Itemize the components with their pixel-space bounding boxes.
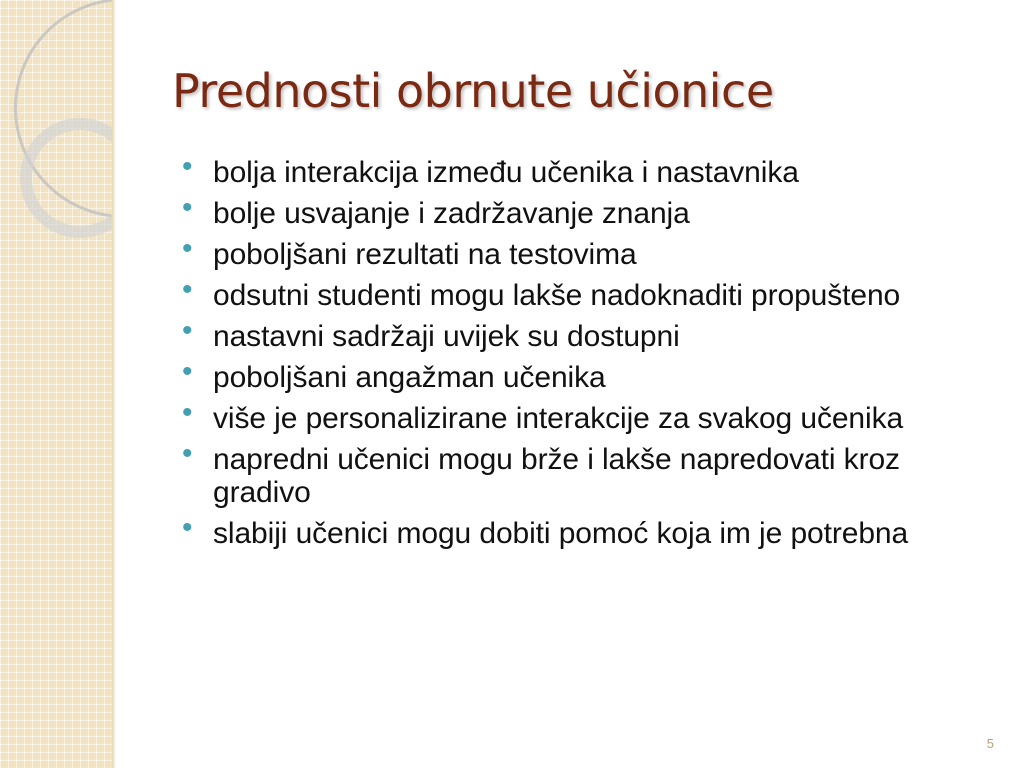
bullet-point-icon: • xyxy=(182,437,193,470)
bullet-point-icon: • xyxy=(182,396,193,429)
bullet-text: bolja interakcija između učenika i nastavnika xyxy=(213,156,799,189)
bullet-item xyxy=(182,232,982,271)
bullet-point-icon: • xyxy=(182,232,193,265)
strip-edge-divider xyxy=(112,0,116,768)
bullet-point-icon: • xyxy=(182,150,193,183)
slide-title: Prednosti obrnute učionice xyxy=(172,64,774,118)
bullet-text: slabiji učenici mogu dobiti pomoć koja im je potrebna xyxy=(213,517,909,550)
bullet-list xyxy=(182,150,982,558)
bullet-text: napredni učenici mogu brže i lakše napredovati kroz gradivo xyxy=(213,443,900,509)
bullet-point-icon: • xyxy=(182,273,193,306)
bullet-point-icon: • xyxy=(182,191,193,224)
bullet-text: poboljšani angažman učenika xyxy=(213,361,606,394)
bullet-item xyxy=(182,437,982,509)
bullet-item xyxy=(182,396,982,435)
bullet-item xyxy=(182,511,982,550)
bullet-item xyxy=(182,355,982,394)
bullet-text: odsutni studenti mogu lakše nadoknaditi propušteno xyxy=(213,279,901,312)
bullet-point-icon: • xyxy=(182,511,193,544)
bullet-item xyxy=(182,191,982,230)
decorative-side-strip xyxy=(0,0,112,768)
bullet-item xyxy=(182,273,982,312)
bullet-point-icon: • xyxy=(182,355,193,388)
bullet-point-icon: • xyxy=(182,314,193,347)
bullet-item xyxy=(182,150,982,189)
bullet-text: više je personalizirane interakcije za svakog učenika xyxy=(213,402,904,435)
bullet-text: nastavni sadržaji uvijek su dostupni xyxy=(213,320,680,353)
bullet-item xyxy=(182,314,982,353)
bullet-text: bolje usvajanje i zadržavanje znanja xyxy=(213,197,690,230)
slide-number: 5 xyxy=(986,736,994,751)
bullet-text: poboljšani rezultati na testovima xyxy=(213,238,637,271)
